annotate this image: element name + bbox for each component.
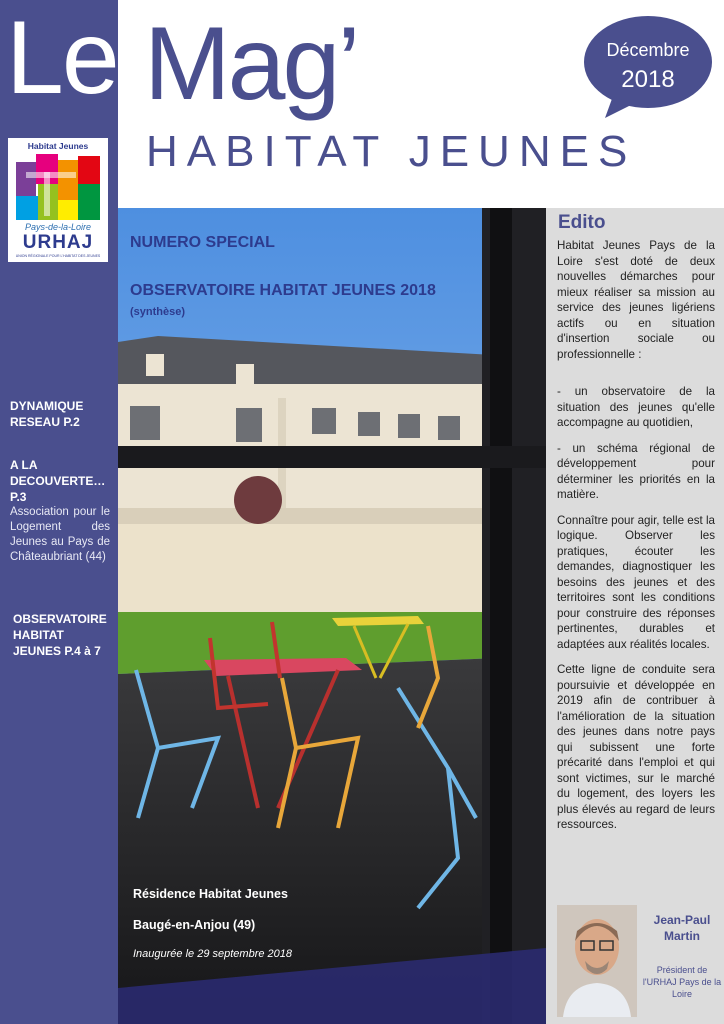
edito-paragraph: Habitat Jeunes Pays de la Loire s'est doté de deux nouvelles démarches pour mieux réaliser sa mission au service des jeunes ligériens actifs ou en situation d'insertion sociale ou professionnelle :: [557, 239, 715, 361]
masthead-subtitle: HABITAT JEUNES: [146, 127, 637, 176]
author-portrait-icon: [557, 905, 637, 1017]
cover-synthese: (synthèse): [130, 306, 186, 318]
toc-item-decouverte[interactable]: [10, 457, 110, 565]
caption-date: Inaugurée le 29 septembre 2018: [133, 948, 293, 960]
caption-location: Baugé-en-Anjou (49): [133, 918, 256, 932]
author-role: Président de l'URHAJ Pays de la Loire: [642, 965, 722, 999]
author-last-name: Martin: [664, 929, 700, 943]
edito-paragraph: - un observatoire de la situation des jeunes qu'elle accompagne au quotidien,: [557, 385, 715, 429]
author-photo: [557, 905, 637, 1017]
logo-region: Pays-de-la-Loire: [24, 222, 92, 232]
logo-name: URHAJ: [22, 232, 94, 253]
caption-residence: Résidence Habitat Jeunes: [133, 887, 288, 901]
toc-item-observatoire[interactable]: [13, 611, 113, 659]
cover-observatoire-title: OBSERVATOIRE HABITAT JEUNES 2018: [130, 282, 436, 299]
author-first-name: Jean-Paul: [653, 913, 711, 927]
date-month: Décembre: [606, 40, 690, 60]
masthead-le: Le: [6, 0, 118, 116]
author-name: [642, 912, 722, 944]
toc-heading: DYNAMIQUE RESEAU P.2: [10, 399, 84, 429]
edito-paragraph: Cette ligne de conduite sera poursuivie et développée en 2019 afin de contribuer à l'amélioration de la situation des jeunes dans notre pays qui subissent une forte précarité dans l'emploi et qui sont victimes, sur le marché du logement, des loyers les plus élevés au regard de leurs ressources.: [557, 663, 715, 831]
logo-top-text: Habitat Jeunes: [27, 141, 89, 151]
edito-title: Edito: [558, 212, 606, 233]
toc-heading: OBSERVATOIRE HABITAT JEUNES P.4 à 7: [13, 612, 107, 658]
edito-body: [557, 238, 715, 839]
toc-description: Association pour le Logement des Jeunes au Pays de Châteaubriant (44): [10, 506, 110, 563]
masthead-mag: Mag’: [144, 6, 358, 122]
edito-paragraph: - un schéma régional de développement pour déterminer les priorités en la matière.: [557, 441, 715, 501]
cover-photo: [118, 208, 546, 1024]
logo-tagline: UNION RÉGIONALE POUR L'HABITAT DES JEUNES: [15, 254, 101, 258]
toc-heading: A LA DECOUVERTE… P.3: [10, 458, 106, 504]
cover-special-label: NUMERO SPECIAL: [130, 234, 275, 251]
urhaj-logo: [8, 138, 108, 262]
edito-paragraph: Connaître pour agir, telle est la logique. Observer les pratiques, écouter les demandes, diagnostiquer les besoins des jeunes et des territoires sont les conditions pour construire des réponses pertinentes, durables et adaptées aux réalités locales.: [557, 513, 715, 651]
logo-art-icon: [16, 154, 100, 220]
date-year: 2018: [621, 66, 675, 93]
toc-item-dynamique[interactable]: [10, 398, 110, 430]
residence-photo-illustration: [118, 208, 546, 1024]
